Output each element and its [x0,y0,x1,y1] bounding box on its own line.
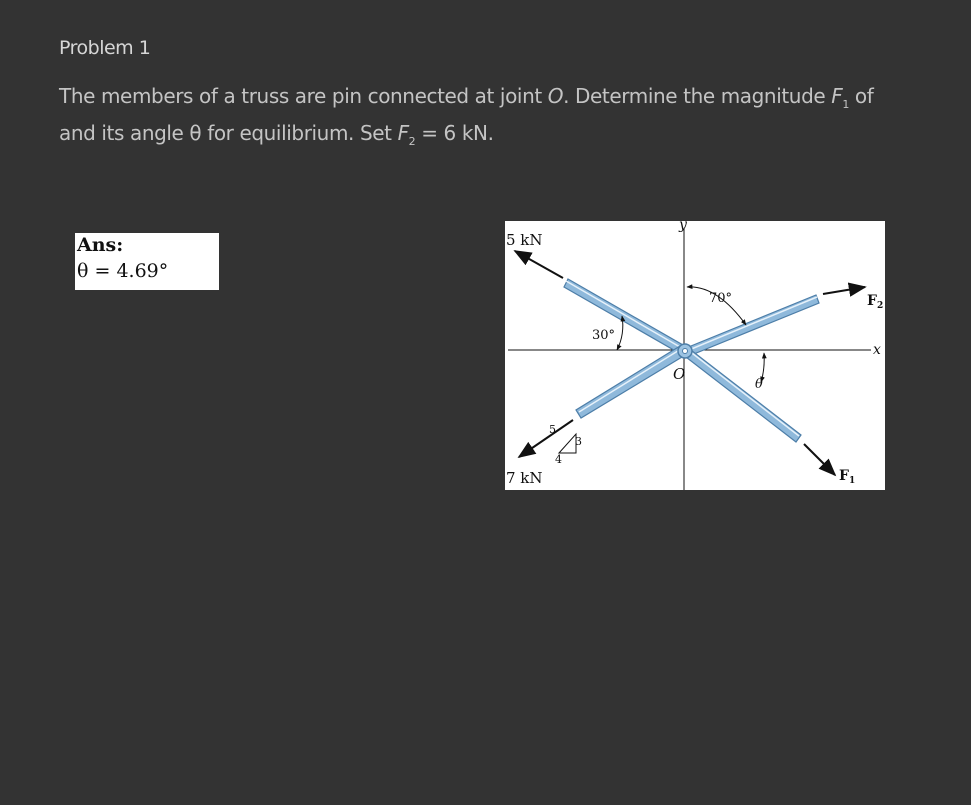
truss-diagram-svg [505,221,885,490]
answer-box [75,233,219,290]
slope-4-label: 4 [555,453,562,466]
problem-title: Problem 1 [59,37,151,59]
force-7kn-label: 7 kN [506,469,543,487]
force-f2-label [867,293,883,311]
f2-subscript: 2 [408,135,416,148]
force-f2-subscript: 2 [876,301,884,311]
problem-statement [59,82,939,156]
joint-o-symbol: O [547,84,564,108]
force-f2-symbol: F [867,293,877,309]
angle-30-label: 30° [592,328,616,343]
f1-symbol: F [831,84,843,108]
f1-subscript: 1 [842,98,849,111]
statement-text: The members of a truss are pin connected at joint [59,84,548,108]
angle-30-arc [617,316,623,350]
force-f2-arrow [823,287,865,294]
statement-text: = 6 kN. [415,121,494,145]
force-f1-arrow [804,444,835,475]
slope-3-label: 3 [575,435,582,448]
member-f1 [682,347,801,442]
f2-symbol: F [397,121,409,145]
answer-label: Ans: [77,234,124,256]
origin-label: O [673,365,686,383]
members [564,279,819,442]
angle-70-label: 70° [709,291,733,306]
member-7kn [576,346,687,418]
angle-theta-label: θ [755,377,763,392]
answer-value: θ = 4.69° [77,260,169,282]
slope-triangle [559,434,576,453]
force-f1-label [839,468,855,486]
member-highlight [579,349,681,412]
slope-5-label: 5 [549,423,556,436]
force-5kn-label: 5 kN [506,231,543,249]
truss-diagram [505,221,885,490]
statement-text: of [848,84,874,108]
force-f1-symbol: F [839,468,849,484]
statement-text: and its angle θ for equilibrium. Set [59,121,398,145]
force-f1-subscript: 1 [848,476,856,486]
statement-text: . Determine the magnitude [563,84,832,108]
pin-center [683,349,688,354]
y-axis-label: y [679,221,687,233]
member-highlight [688,350,799,436]
x-axis-label: x [873,342,881,358]
force-7kn-arrow [519,420,573,457]
force-5kn-arrow [515,251,563,278]
member-highlight [566,281,680,347]
